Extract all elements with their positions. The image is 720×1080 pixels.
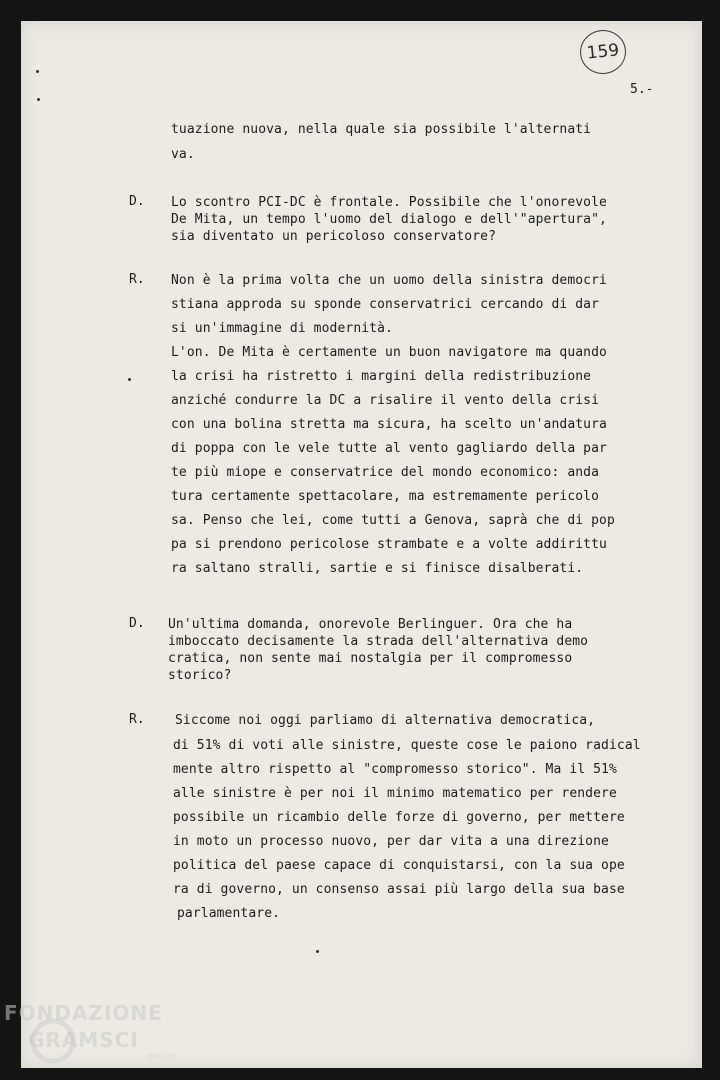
text-line: alle sinistre è per noi il minimo matematico per rendere [173,786,617,801]
text-line: di poppa con le vele tutte al vento gagliardo della par [171,441,607,456]
text-line: possibile un ricambio delle forze di governo, per mettere [173,810,625,825]
text-line: politica del paese capace di conquistarsi, con la sua ope [173,858,625,873]
text-line: Siccome noi oggi parliamo di alternativa democratica, [175,713,596,728]
text-line: Lo scontro PCI-DC è frontale. Possibile che l'onorevole [171,195,607,210]
text-line: va. [171,147,195,162]
margin-mark [128,378,131,381]
margin-mark [37,98,40,101]
text-line: te più miope e conservatrice del mondo economico: anda [171,465,600,480]
text-line: cratica, non sente mai nostalgia per il compromesso [168,651,573,666]
text-line: ra saltano stralli, sartie e si finisce disalberati. [171,561,584,576]
text-line: anziché condurre la DC a risalire il vento della crisi [171,393,600,408]
text-line: di 51% di voti alle sinistre, queste cose le paiono radical [173,738,641,753]
speaker-label: D. [129,616,145,631]
margin-mark [36,70,39,73]
watermark-line-1: FONDAZIONE [4,1001,163,1025]
speaker-label: R. [129,712,145,727]
text-line: stiana approda su sponde conservatrici cercando di dar [171,297,600,312]
speaker-label: R. [129,272,145,287]
stamp-number: 159 [585,40,621,64]
text-line: ra di governo, un consenso assai più largo della sua base [173,882,625,897]
watermark-line-2: GRAMSCI [28,1028,139,1052]
text-line: Un'ultima domanda, onorevole Berlinguer. Ora che ha [168,617,573,632]
text-line: con una bolina stretta ma sicura, ha scelto un'andatura [171,417,607,432]
speaker-label: D. [129,194,145,209]
text-line: tura certamente spettacolare, ma estremamente pericolo [171,489,600,504]
text-line: imboccato decisamente la strada dell'alternativa demo [168,634,589,649]
text-line: Non è la prima volta che un uomo della sinistra democri [171,273,607,288]
text-line: L'on. De Mita è certamente un buon navigatore ma quando [171,345,607,360]
text-line: mente altro rispetto al "compromesso storico". Ma il 51% [173,762,617,777]
page-number: 5.- [630,82,654,97]
text-line: pa si prendono pericolose strambate e a volte addirittu [171,537,607,552]
margin-mark [316,950,319,953]
text-line: si un'immagine di modernità. [171,321,393,336]
text-line: sia diventato un pericoloso conservatore? [171,229,496,244]
watermark-line-3: onlus [148,1052,178,1062]
text-line: sa. Penso che lei, come tutti a Genova, saprà che di pop [171,513,615,528]
text-line: storico? [168,668,232,683]
text-line: tuazione nuova, nella quale sia possibile l'alternati [171,122,592,137]
text-line: parlamentare. [177,906,281,921]
text-line: De Mita, un tempo l'uomo del dialogo e dell'"apertura", [171,212,607,227]
text-line: la crisi ha ristretto i margini della redistribuzione [171,369,592,384]
text-line: in moto un processo nuovo, per dar vita a una direzione [173,834,609,849]
